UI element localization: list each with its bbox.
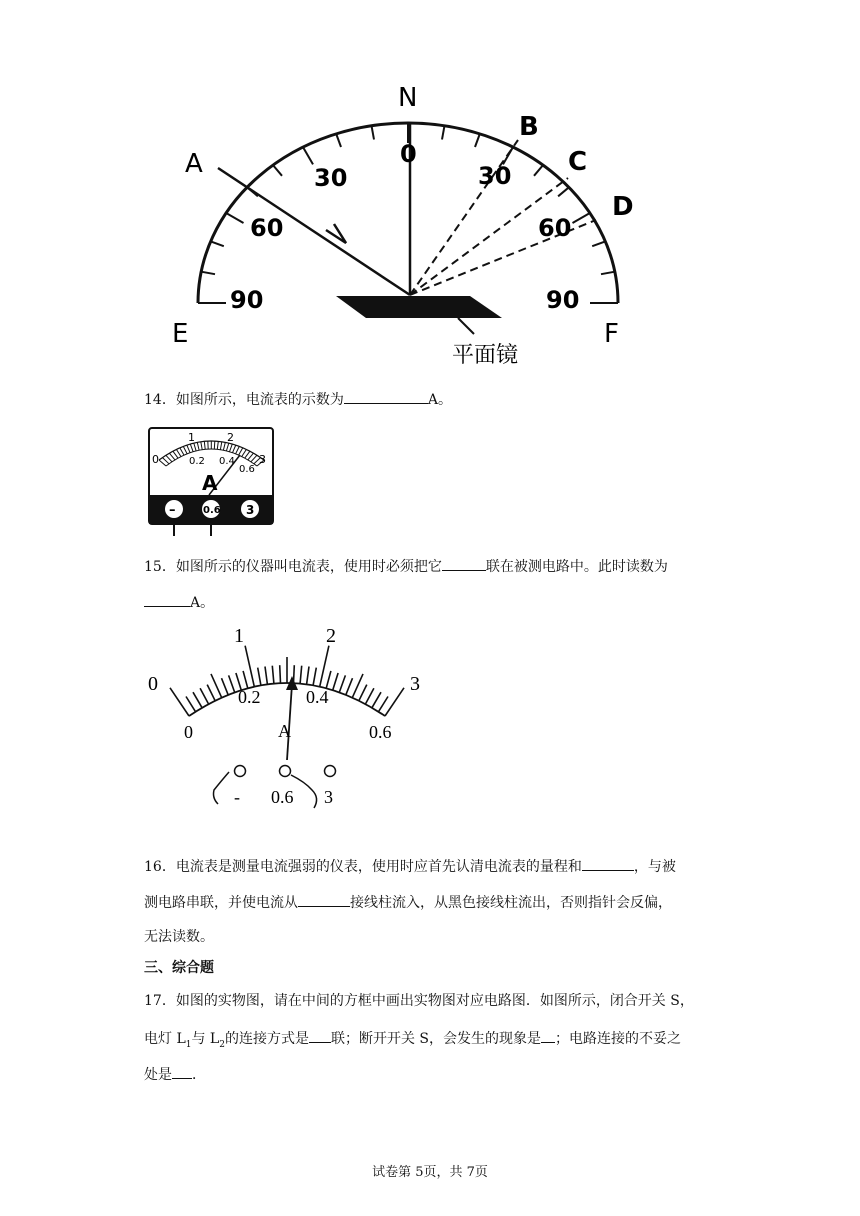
large-ammeter-tick xyxy=(365,688,374,704)
large-ammeter-tick xyxy=(243,671,248,688)
q17-blank-1 xyxy=(309,1030,331,1043)
q17-text-g: ． xyxy=(192,1067,206,1083)
small-top-3: 3 xyxy=(259,453,266,466)
large-ammeter-tick xyxy=(265,667,267,685)
large-term-minus: - xyxy=(234,787,240,807)
q16-text-1b: ，与被 xyxy=(633,859,676,875)
q15-text-1a: 15．如图所示的仪器叫电流表，使用时必须把它 xyxy=(144,559,442,575)
q17-text-e: ；电路连接的不妥之 xyxy=(555,1031,682,1047)
large-bot-0: 0 xyxy=(184,722,193,742)
large-term-3: 3 xyxy=(324,787,333,807)
label-f: F xyxy=(604,319,619,349)
protractor-tick xyxy=(442,126,445,140)
question-16-line2 xyxy=(144,894,672,910)
large-ammeter-tick xyxy=(258,668,261,686)
large-ammeter-tick xyxy=(200,688,209,704)
q17-text-f: 处是 xyxy=(144,1067,172,1083)
tick-label-30-left: 30 xyxy=(314,164,348,192)
q14-text-pre: 14．如图所示，电流表的示数为 xyxy=(144,392,344,408)
mirror-label: 平面镜 xyxy=(452,343,519,368)
protractor-tick xyxy=(592,241,605,246)
q16-blank-2 xyxy=(298,894,350,907)
question-15-line1 xyxy=(144,558,668,574)
large-bot-06: 0.6 xyxy=(369,722,392,742)
small-bot-04: 0.4 xyxy=(219,456,235,467)
reflection-protractor-figure xyxy=(160,80,660,375)
q17-blank-2 xyxy=(541,1030,555,1043)
q17-text-c: 的连接方式是 xyxy=(224,1031,309,1047)
q15-blank-2 xyxy=(144,594,190,607)
large-ammeter-tick xyxy=(313,668,316,686)
large-ammeter-tick xyxy=(280,665,281,683)
large-unit-a: A xyxy=(278,721,291,741)
large-ammeter-tick xyxy=(385,688,404,716)
large-ammeter-tick xyxy=(229,675,235,692)
small-bot-06: 0.6 xyxy=(239,464,255,475)
q17-text-b: 与 L xyxy=(191,1031,220,1047)
q17-blank-3 xyxy=(172,1066,192,1079)
large-term-06: 0.6 xyxy=(271,787,294,807)
protractor-tick xyxy=(303,147,313,164)
protractor-tick xyxy=(573,213,590,223)
small-top-0: 0 xyxy=(152,453,159,466)
tick-label-60-left: 60 xyxy=(250,214,284,242)
q16-text-2a: 测电路串联，并使电流从 xyxy=(144,895,298,911)
large-top-2: 2 xyxy=(326,625,336,647)
large-ammeter-tick xyxy=(186,697,196,712)
large-ammeter-tick xyxy=(300,666,302,684)
small-top-2: 2 xyxy=(227,431,234,444)
tick-label-90-right: 90 xyxy=(546,286,580,314)
large-ammeter-tick xyxy=(339,675,345,692)
label-e: E xyxy=(172,319,189,349)
small-ammeter-tick xyxy=(214,441,215,449)
q17-sub-1: 1 xyxy=(185,1039,192,1050)
large-ammeter-tick xyxy=(333,673,338,690)
large-ammeter-tick xyxy=(222,678,229,695)
small-term-3: 3 xyxy=(246,503,255,517)
large-ammeter-tick xyxy=(379,697,389,712)
q17-text-a: 电灯 L xyxy=(144,1031,186,1047)
small-top-1: 1 xyxy=(188,431,195,444)
large-ammeter-tick xyxy=(207,685,215,701)
question-17-line3 xyxy=(144,1066,206,1082)
protractor-tick xyxy=(475,134,480,147)
question-15-line2 xyxy=(144,594,214,610)
small-ammeter-figure xyxy=(145,426,275,536)
small-bot-02: 0.2 xyxy=(189,456,205,467)
large-mid-04: 0.4 xyxy=(306,687,329,707)
large-ammeter-figure xyxy=(140,620,440,810)
large-ammeter-tick xyxy=(372,692,381,708)
page-footer: 试卷第 5页，共 7页 xyxy=(372,1165,488,1180)
label-a: A xyxy=(185,149,203,179)
large-ammeter-tick xyxy=(272,666,274,684)
large-ammeter-tick xyxy=(359,685,367,701)
protractor-tick xyxy=(336,134,341,147)
section-heading-3: 三、综合题 xyxy=(144,960,214,976)
q16-blank-1 xyxy=(582,858,634,871)
tick-label-90-left: 90 xyxy=(230,286,264,314)
label-n: N xyxy=(398,83,418,113)
large-top-1: 1 xyxy=(234,625,244,647)
protractor-tick xyxy=(273,165,282,176)
large-ammeter-tick xyxy=(193,692,202,708)
q17-text-d: 联；断开开关 S，会发生的现象是 xyxy=(330,1031,542,1047)
q15-blank-1 xyxy=(442,558,486,571)
q15-text-2: A。 xyxy=(190,595,215,611)
protractor-tick xyxy=(201,272,215,275)
large-top-0: 0 xyxy=(148,673,158,695)
large-ammeter-tick xyxy=(326,671,331,688)
label-b: B xyxy=(519,112,539,142)
question-16-line3: 无法读数。 xyxy=(144,929,214,945)
protractor-tick xyxy=(226,213,243,223)
q14-blank xyxy=(344,391,428,404)
label-c: C xyxy=(568,147,588,177)
protractor-tick xyxy=(372,126,375,140)
protractor-tick xyxy=(211,241,224,246)
large-top-3: 3 xyxy=(410,673,420,695)
large-ammeter-tick xyxy=(307,667,309,685)
large-ammeter-tick xyxy=(346,678,353,695)
question-17-line1: 17．如图的实物图，请在中间的方框中画出实物图对应电路图．如图所示，闭合开关 S， xyxy=(144,993,694,1009)
tick-label-30-right: 30 xyxy=(478,162,512,190)
label-d: D xyxy=(612,192,634,222)
q15-text-1b: 联在被测电路中。此时读数为 xyxy=(485,559,668,575)
small-term-minus: – xyxy=(169,503,176,518)
protractor-tick xyxy=(601,272,615,275)
question-14 xyxy=(144,391,452,407)
q17-sub-2: 2 xyxy=(219,1039,225,1050)
protractor-tick xyxy=(558,187,569,196)
question-16-line1 xyxy=(144,858,676,874)
q16-text-2b: 接线柱流入，从黑色接线柱流出，否则指针会反偏， xyxy=(350,895,672,911)
q14-text-post: A。 xyxy=(427,392,452,408)
q16-text-1a: 16．电流表是测量电流强弱的仪表，使用时应首先认清电流表的量程和 xyxy=(144,859,582,875)
question-17-line2 xyxy=(144,1030,681,1052)
tick-label-0: 0 xyxy=(400,140,417,168)
tick-label-60-right: 60 xyxy=(538,214,572,242)
large-mid-02: 0.2 xyxy=(238,687,261,707)
small-unit-a: A xyxy=(202,471,218,495)
small-term-06: 0.6 xyxy=(203,505,221,516)
large-ammeter-tick xyxy=(170,688,189,716)
protractor-tick xyxy=(534,165,543,176)
